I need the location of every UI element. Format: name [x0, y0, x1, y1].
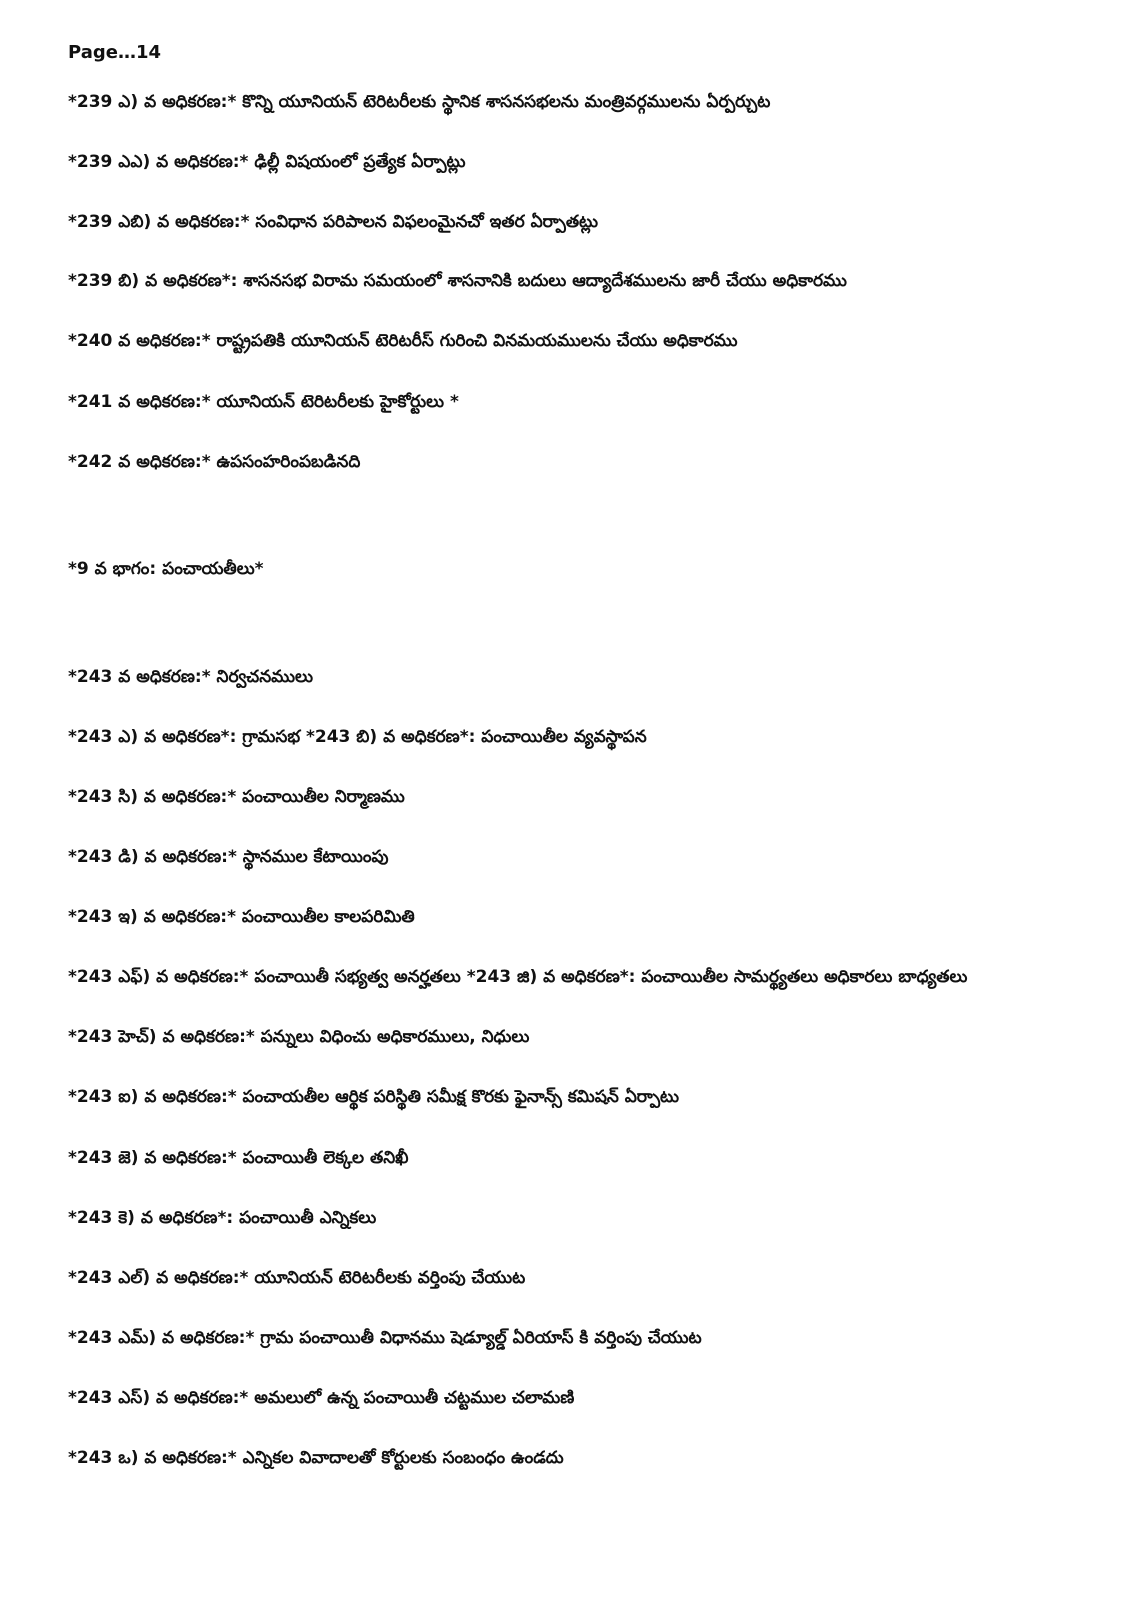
- article-243m-line: *243 ఎమ్) వ అధికరణ:* గ్రామ పంచాయితీ విధానము షెడ్యూల్డ్ ఏరియాస్ కి వర్తింపు చేయుట: [68, 1328, 702, 1348]
- part-9-heading: *9 వ భాగం: పంచాయతీలు*: [68, 559, 264, 579]
- article-243d-line: *243 డి) వ అధికరణ:* స్థానముల కేటాయింపు: [68, 847, 389, 867]
- article-243i-line: *243 ఐ) వ అధికరణ:* పంచాయతీల ఆర్థిక పరిస్థితి సమీక్ష కొరకు ఫైనాన్స్ కమిషన్ ఏర్పాటు: [68, 1087, 679, 1107]
- article-243e-line: *243 ఇ) వ అధికరణ:* పంచాయితీల కాలపరిమితి: [68, 907, 415, 927]
- article-243c-line: *243 సి) వ అధికరణ:* పంచాయితీల నిర్మాణము: [68, 787, 405, 807]
- article-243j-line: *243 జె) వ అధికరణ:* పంచాయితీ లెక్కల తనిఖీ: [68, 1148, 409, 1168]
- page-number: Page…14: [68, 42, 161, 63]
- article-243l-line: *243 ఎల్) వ అధికరణ:* యూనియన్ టెరిటరీలకు వర్తింపు చేయుట: [68, 1268, 526, 1288]
- article-242-line: *242 వ అధికరణ:* ఉపసంహరింపబడినది: [68, 452, 361, 472]
- article-239aa-line: *239 ఎఎ) వ అధికరణ:* ఢిల్లీ విషయంలో ప్రత్యేక ఏర్పాట్లు: [68, 152, 466, 172]
- article-243n-line: *243 ఎస్) వ అధికరణ:* అమలులో ఉన్న పంచాయితీ చట్టముల చలామణి: [68, 1388, 575, 1408]
- article-243-line: *243 వ అధికరణ:* నిర్వచనములు: [68, 667, 313, 687]
- article-241-line: *241 వ అధికరణ:* యూనియన్ టెరిటరీలకు హైకోర్టులు *: [68, 392, 459, 412]
- article-243h-line: *243 హెచ్) వ అధికరణ:* పన్నులు విధించు అధికారములు, నిధులు: [68, 1027, 530, 1047]
- article-239b-line: *239 బి) వ అధికరణ*: శాసనసభ విరామ సమయంలో శాసనానికి బదులు ఆద్యాదేశములను జారీ చేయు అధికారము: [68, 271, 847, 291]
- article-239a-line: *239 ఎ) వ అధికరణ:* కొన్ని యూనియన్ టెరిటరీలకు స్థానిక శాసనసభలను మంత్రివర్గములను ఏర్పర్చుట: [68, 92, 771, 112]
- article-243f-line: *243 ఎఫ్) వ అధికరణ:* పంచాయితీ సభ్యత్వ అనర్హతలు *243 జి) వ అధికరణ*: పంచాయితీల సామర్థ్యతలు అధికారలు బాధ్యతలు: [68, 967, 968, 987]
- article-240-line: *240 వ అధికరణ:* రాష్ట్రపతికి యూనియన్ టెరిటరీస్ గురించి వినమయములను చేయు అధికారము: [68, 331, 738, 351]
- article-239ab-line: *239 ఎబి) వ అధికరణ:* సంవిధాన పరిపాలన విఫలంమైనచో ఇతర ఏర్పాతట్లు: [68, 212, 599, 232]
- article-243k-line: *243 కె) వ అధికరణ*: పంచాయితీ ఎన్నికలు: [68, 1208, 377, 1228]
- article-243a-line: *243 ఎ) వ అధికరణ*: గ్రామసభ *243 బి) వ అధికరణ*: పంచాయితీల వ్యవస్థాపన: [68, 727, 647, 747]
- article-243o-line: *243 ఒ) వ అధికరణ:* ఎన్నికల వివాదాలతో కోర్టులకు సంబంధం ఉండదు: [68, 1448, 564, 1468]
